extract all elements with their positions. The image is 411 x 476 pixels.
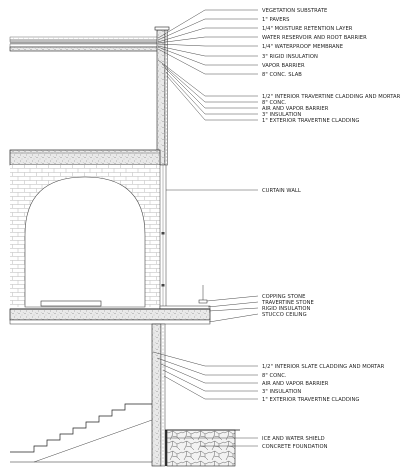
label-waterproof-membrane: 1/4" WATERPROOF MEMBRANE bbox=[262, 44, 344, 50]
leader-roof-4 bbox=[158, 37, 258, 43]
stair-profile bbox=[10, 404, 152, 452]
paver-layer bbox=[10, 40, 158, 42]
upper-floor-slab bbox=[10, 150, 160, 165]
upper-wall-concrete bbox=[157, 30, 165, 165]
label-conc-lower: 8" CONC. bbox=[262, 373, 287, 379]
lower-wall-column bbox=[152, 324, 165, 466]
arch-wall bbox=[10, 165, 160, 307]
leader-roof-3 bbox=[158, 28, 258, 42]
coping-stone bbox=[199, 300, 207, 303]
label-insulation-upper: 3" INSULATION bbox=[262, 112, 302, 118]
concrete-foundation bbox=[167, 430, 235, 466]
leader-parapet-2 bbox=[208, 302, 258, 307]
leader-upper-4 bbox=[166, 72, 258, 114]
leader-lines bbox=[153, 10, 258, 446]
callout-labels bbox=[261, 8, 401, 450]
ice-water-shield bbox=[165, 430, 167, 466]
label-ice-water-shield: ICE AND WATER SHIELD bbox=[262, 436, 325, 442]
leader-roof-6 bbox=[158, 46, 258, 56]
label-air-vapor-lower: AIR AND VAPOR BARRIER bbox=[262, 381, 329, 387]
leader-roof-1 bbox=[158, 10, 258, 38]
leader-lower-5 bbox=[164, 376, 258, 399]
label-concrete-foundation: CONCRETE FOUNDATION bbox=[262, 444, 328, 450]
stair bbox=[10, 404, 152, 462]
roof-insulation bbox=[10, 44, 158, 47]
leader-parapet-3 bbox=[209, 308, 258, 311]
leader-upper-1 bbox=[158, 60, 258, 96]
roof-assembly bbox=[10, 37, 158, 51]
label-stucco-ceiling: STUCCO CEILING bbox=[262, 312, 307, 318]
label-conc-upper: 8" CONC. bbox=[262, 100, 287, 106]
label-insulation-lower: 3" INSULATION bbox=[262, 389, 302, 395]
leader-lower-1 bbox=[153, 352, 258, 366]
leader-upper-5 bbox=[167, 76, 258, 120]
roof-slab bbox=[10, 47, 158, 51]
leader-lower-2 bbox=[157, 358, 258, 375]
arch-sill bbox=[41, 301, 101, 306]
label-pavers: 1" PAVERS bbox=[262, 17, 290, 23]
curtain-wall bbox=[160, 165, 166, 308]
label-rigid-insulation-roof: 3" RIGID INSULATION bbox=[262, 54, 318, 60]
stair-underside bbox=[34, 420, 152, 462]
lower-wall-concrete bbox=[152, 324, 161, 466]
leader-parapet-4 bbox=[209, 314, 258, 322]
mullion-2 bbox=[162, 284, 165, 287]
label-copping-stone: COPPING STONE bbox=[262, 294, 306, 300]
arch-opening bbox=[25, 177, 145, 307]
leader-lower-4 bbox=[163, 370, 258, 391]
vegetation-layer bbox=[10, 37, 158, 40]
foundation bbox=[165, 430, 240, 466]
label-exterior-travertine-upper: 1" EXTERIOR TRAVERTINE CLADDING bbox=[262, 118, 360, 124]
label-interior-travertine: 1/2" INTERIOR TRAVERTINE CLADDING AND MORTAR bbox=[262, 94, 401, 100]
label-interior-slate: 1/2" INTERIOR SLATE CLADDING AND MORTAR bbox=[262, 364, 385, 370]
travertine-top bbox=[160, 306, 210, 309]
leader-lower-3 bbox=[161, 364, 258, 383]
parapet-cap bbox=[155, 27, 169, 30]
mullion-1 bbox=[162, 232, 165, 235]
label-conc-slab: 8" CONC. SLAB bbox=[262, 72, 302, 78]
mid-floor-slab bbox=[10, 309, 210, 320]
label-exterior-travertine-lower: 1" EXTERIOR TRAVERTINE CLADDING bbox=[262, 397, 360, 403]
label-water-reservoir: WATER RESERVOIR AND ROOT BARRIER bbox=[262, 35, 367, 41]
label-rigid-insulation-parapet: RIGID INSULATION bbox=[262, 306, 311, 312]
label-vapor-barrier: VAPOR BARRIER bbox=[262, 63, 305, 69]
leader-parapet-1 bbox=[207, 296, 258, 301]
label-curtain-wall: CURTAIN WALL bbox=[262, 188, 301, 194]
label-travertine-stone: TRAVERTINE STONE bbox=[262, 300, 314, 306]
label-air-vapor-upper: AIR AND VAPOR BARRIER bbox=[262, 106, 329, 112]
stucco-ceiling bbox=[10, 320, 210, 324]
leader-roof-5 bbox=[158, 44, 258, 46]
label-moisture-retention: 1/4" MOISTURE RETENTION LAYER bbox=[262, 26, 353, 32]
label-vegetation-substrate: VEGETATION SUBSTRATE bbox=[262, 8, 328, 14]
